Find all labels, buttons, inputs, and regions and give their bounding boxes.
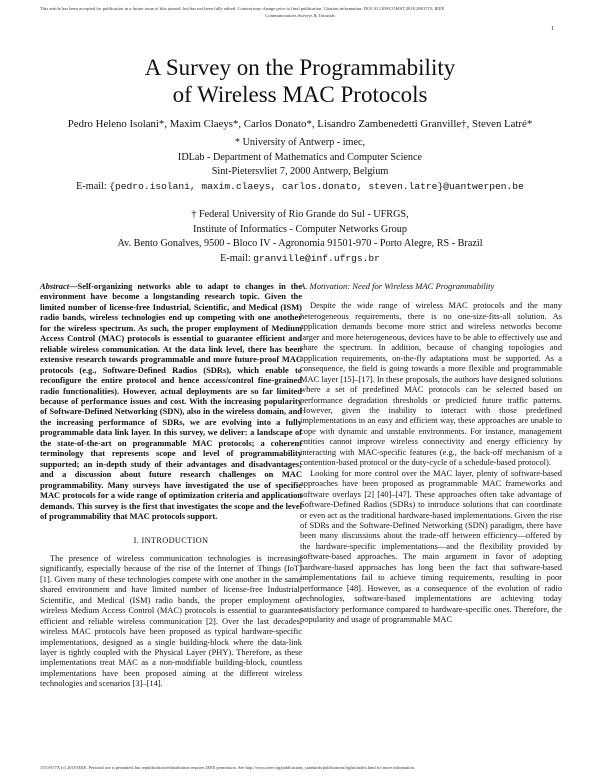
affiliation-line: Institute of Informatics - Computer Networks Group — [193, 223, 407, 235]
author-list: Pedro Heleno Isolani*, Maxim Claeys*, Carlos Donato*, Lisandro Zambenedetti Granville†, Steven Latré* — [67, 118, 533, 130]
email-label: E-mail: — [220, 252, 254, 264]
header-note: This article has been accepted for publication in a future issue of this journal, but has not been fully edited. Content may change prior to final publication. Citation information: DOI 10.1109/COMST.2018.2881715, IEEE — [40, 6, 445, 11]
affiliation-line: * University of Antwerp - imec, — [234, 137, 366, 148]
title-line-1: A Survey on the Programmability — [144, 55, 456, 80]
motivation-paragraph-2: Looking for more control over the MAC layer, plenty of software-based approaches have been proposed as programmable MAC frameworks and software overlays [2] [40]–[47]. These approaches often take advantage of Software-Defined Radios (SDRs) to introduce solutions that can coordinate or even act as the traditional hardware-based implementations. Given the rise of SDRs and the Software-Defined Networking (SDN) paradigm, there have been many discussions about the trade-off between efficiency—offered by the hardware-specific implementations—and the flexibility provided by software-based approaches. The main argument in favor of adopting hardware-based approaches has long been the fact that software-based implementations fail to achieve timing requirements, resulting in poor performance [48]. However, as a consequence of the evolution of radio technologies, software-based implementations are achieving today satisfactory performance compared to hardware-specific ones. Therefore, the popularity and usage of programmable MAC — [300, 467, 562, 625]
page-number: 1 — [551, 26, 554, 32]
abstract-label: Abstract — [40, 281, 70, 291]
section-heading-introduction: I. INTRODUCTION — [133, 536, 209, 546]
abstract — [40, 281, 302, 521]
subsection-heading-motivation: A. Motivation: Need for Wireless MAC Programmability — [300, 281, 495, 291]
affiliation-email-line — [0, 252, 600, 267]
right-column — [300, 281, 562, 625]
paper-title — [0, 54, 600, 108]
header-journal: Communications Surveys & Tutorials — [265, 13, 335, 18]
email-address: granville@inf.ufrgs.br — [253, 252, 380, 264]
copyright-footer: 1553-877X (c) 2018 IEEE. Personal use is permitted, but republication/redistribution requires IEEE permission. See http://www.ieee.org/publications_standards/publications/rights/index.html for more information. — [40, 765, 415, 770]
affiliation-antwerp — [0, 136, 600, 194]
introduction-paragraph: The presence of wireless communication technologies is increasing significantly, especially because of the rise of the Internet of Things (IoT) [1]. Given many of these technologies compete with one another in the same shared environment and have limited number of license-free Industrial, Scientific, and Medical (ISM) radio bands, the proper employment of wireless Medium Access Control (MAC) protocols is essential to guarantee efficient and reliable wireless communication [2]. Over the last decades, wireless MAC protocols have been proposed as typical hardware-specific implementations, designed as a single building-block where the data-link layer is tightly coupled with the Physical Layer (PHY). Therefore, as these implementations treat MAC as a non-modifiable building-block, countless implementations have been proposed aiming at the different wireless technologies and scenarios [3]–[14]. — [40, 552, 302, 689]
email-label: E-mail: — [76, 180, 110, 192]
affiliation-ufrgs — [0, 208, 600, 266]
motivation-paragraph-1: Despite the wide range of wireless MAC protocols and the many heterogeneous requirements, there is no one-size-fits-all solution. As application demands become more strict and wireless networks become larger and more heterogeneous, devices have to be able to effectively use and share the spectrum. In addition, because of changing topologies and application requirements, on-the-fly adaptations must be supported. As a consequence, the field is going towards a more flexible and programmable MAC layer [15]–[17]. In these proposals, the authors have designed solutions where a set of predefined MAC protocols can be selected based on performance degradation thresholds or predicted future traffic patterns. However, given the inability to interact with those predefined implementations in an easy and efficient way, these approaches are unable to cope with dynamic and unstable environments. For instance, management entities cannot improve wireless connectivity and energy efficiency by interacting with MAC-specific features (e.g., the back-off mechanism of a contention-based protocol or the duty-cycle of a schedule-based protocol). — [300, 300, 562, 468]
email-address: {pedro.isolani, maxim.claeys, carlos.donato, steven.latre}@uantwerpen.be — [109, 180, 524, 192]
affiliation-line: IDLab - Department of Mathematics and Computer Science — [177, 151, 423, 163]
left-column — [40, 281, 302, 689]
affiliation-email-line — [0, 180, 600, 195]
affiliation-line: Sint-Pietersvliet 7, 2000 Antwerp, Belgium — [211, 166, 389, 177]
affiliation-line: Av. Bento Gonalves, 9500 - Bloco IV - Agronomia 91501-970 - Porto Alegre, RS - Brazil — [117, 238, 483, 249]
title-line-2: of Wireless MAC Protocols — [172, 82, 428, 107]
abstract-text: —Self-organizing networks able to adapt to changes in the environment have become a longstanding research topic. Given the limited number of license-free Industrial, Scientific, and Medical (ISM) radio bands, wireless technologies end up competing with one another for the wireless spectrum. As such, the proper employment of Medium Access Control (MAC) protocols is essential to guarantee efficient and reliable wireless communication. At the data link level, there has been extensive research towards programmable and more future-proof MAC protocols (e.g., Software-Defined Radios (SDRs), which enable to reconfigure the entire protocol and hence access/control fine-grained radio functionalities). However, actual deployments are so far limited because of performance issues and cost. With the increasing popularity of Software-Defined Networking (SDN), also in the wireless domain, and the increasing performance of SDRs, we are evolving into a fully programmable data link layer. In this survey, we deliver: a landscape of the state-of-the-art on programmable MAC protocols; a coherent terminology that represents scope and level of programmability supported; an in-depth study of their advantages and disadvantages; and a discussion about future research challenges on MAC programmability. Many surveys have investigated the use of specific MAC protocols for a wide range of optimization criteria and application demands. This survey is the first that investigates the scope and the level of programmability that MAC protocols support. — [40, 281, 302, 521]
affiliation-line: † Federal University of Rio Grande do Sul - UFRGS, — [191, 209, 409, 220]
